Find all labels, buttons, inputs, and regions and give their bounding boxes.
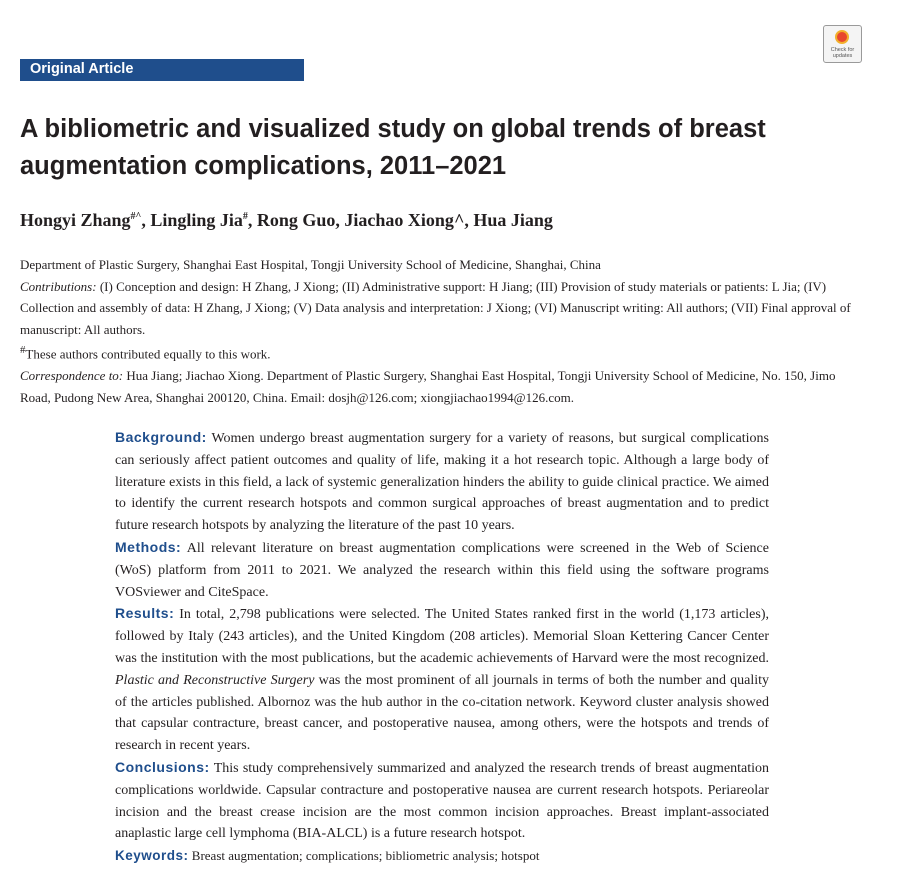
author-list: Hongyi Zhang#^, Lingling Jia#, Rong Guo, Jiachao Xiong^, Hua Jiang [20,210,553,230]
author-mark: # [242,211,248,222]
journal-name: Plastic and Reconstructive Surgery [115,672,315,688]
article-title: A bibliometric and visualized study on global trends of breast augmentation complications, 2011–2021 [20,115,766,180]
contributions-label: Contributions: [20,278,97,294]
check-for-updates-badge[interactable] [823,25,862,63]
correspondence [20,365,865,408]
author-name[interactable]: Rong Guo [256,210,336,230]
author-mark: #^ [130,211,142,222]
background-heading: Background: [115,429,207,445]
conclusions-heading: Conclusions: [115,758,210,775]
contributions-text: (I) Conception and design: H Zhang, J Xiong; (II) Administrative support: H Jiang; (III) Provision of study materials or patients: L Jia; (IV) Collection and assembly of data: H Zhang, J Xiong; (V) Data analysis and interpretation: J Xiong; (VI) Manuscript writing: All authors; (VII) Final approval of manuscript: All authors. [20,278,851,337]
equal-contribution-note: #These authors contributed equally to this work. [20,344,271,362]
check-for-updates-label: Check for updates [830,47,855,59]
abstract-background: Background: Women undergo breast augmentation surgery for a variety of reasons, but surgical complications can seriously affect patient outcomes and quality of life, making it a hot research topic. Although a large body of literature exists in this field, a lack of systemic generalization hinders the ability to guide clinical practice. We aimed to identify the current research hotspots and common surgical approaches of breast augmentation and to predict future research hotspots by analyzing the literature of the past 10 years. [115,429,769,534]
keywords-text: Breast augmentation; complications; bibliometric analysis; hotspot [191,848,540,863]
keywords [115,848,539,864]
affiliation: Department of Plastic Surgery, Shanghai East Hospital, Tongji University School of Medicine, Shanghai, China [20,257,601,272]
author-info [20,254,865,408]
contributions [20,276,865,341]
equal-mark: # [20,344,26,357]
author-name[interactable]: Hongyi Zhang [20,210,131,230]
author-name[interactable]: Hua Jiang [473,210,553,230]
check-for-updates-icon [835,30,849,44]
author-name[interactable]: Lingling Jia [150,210,243,230]
article-type-label: Original Article [30,61,134,77]
abstract [115,427,769,845]
correspondence-text: Hua Jiang; Jiachao Xiong. Department of Plastic Surgery, Shanghai East Hospital, Tongji University School of Medicine, No. 150, Jimo Road, Pudong New Area, Shanghai 200120, China. Email: dosjh@126.com; xiongjiachao1994@126.com. [20,368,836,405]
results-heading: Results: [115,605,175,622]
article-type-banner [20,59,304,81]
abstract-results: Results: In total, 2,798 publications were selected. The United States ranked first in the world (1,173 articles), followed by Italy (243 articles), and the United Kingdom (208 articles). Memorial Sloan Kettering Cancer Center was the institution with the most publications, but the academic achievements of Harvard were the most recognized. Plastic and Reconstructive Surgery was the most prominent of all journals in terms of both the number and quality of the articles published. Albornoz was the hub author in the co-citation network. Keyword cluster analysis showed that capsular contracture, breast cancer, and postoperative nausea, among others, were the hotspots and trends of research in recent years. [115,605,770,754]
abstract-conclusions: Conclusions: This study comprehensively summarized and analyzed the research trends of breast augmentation complications worldwide. Capsular contracture and postoperative nausea are current research hotspots. Periareolar incision and the breast crease incision are the most common incision approaches. Breast implant-associated anaplastic large cell lymphoma (BIA-ALCL) is a future research hotspot. [115,758,770,842]
correspondence-label: Correspondence to: [20,368,124,384]
methods-heading: Methods: [115,538,182,555]
abstract-methods: Methods: All relevant literature on breast augmentation complications were screened in the Web of Science (WoS) platform from 2011 to 2021. We analyzed the research within this field using the software programs VOSviewer and CiteSpace. [115,538,769,600]
author-mark: ^ [453,210,465,230]
keywords-heading: Keywords: [115,848,189,863]
author-name[interactable]: Jiachao Xiong [344,210,454,230]
